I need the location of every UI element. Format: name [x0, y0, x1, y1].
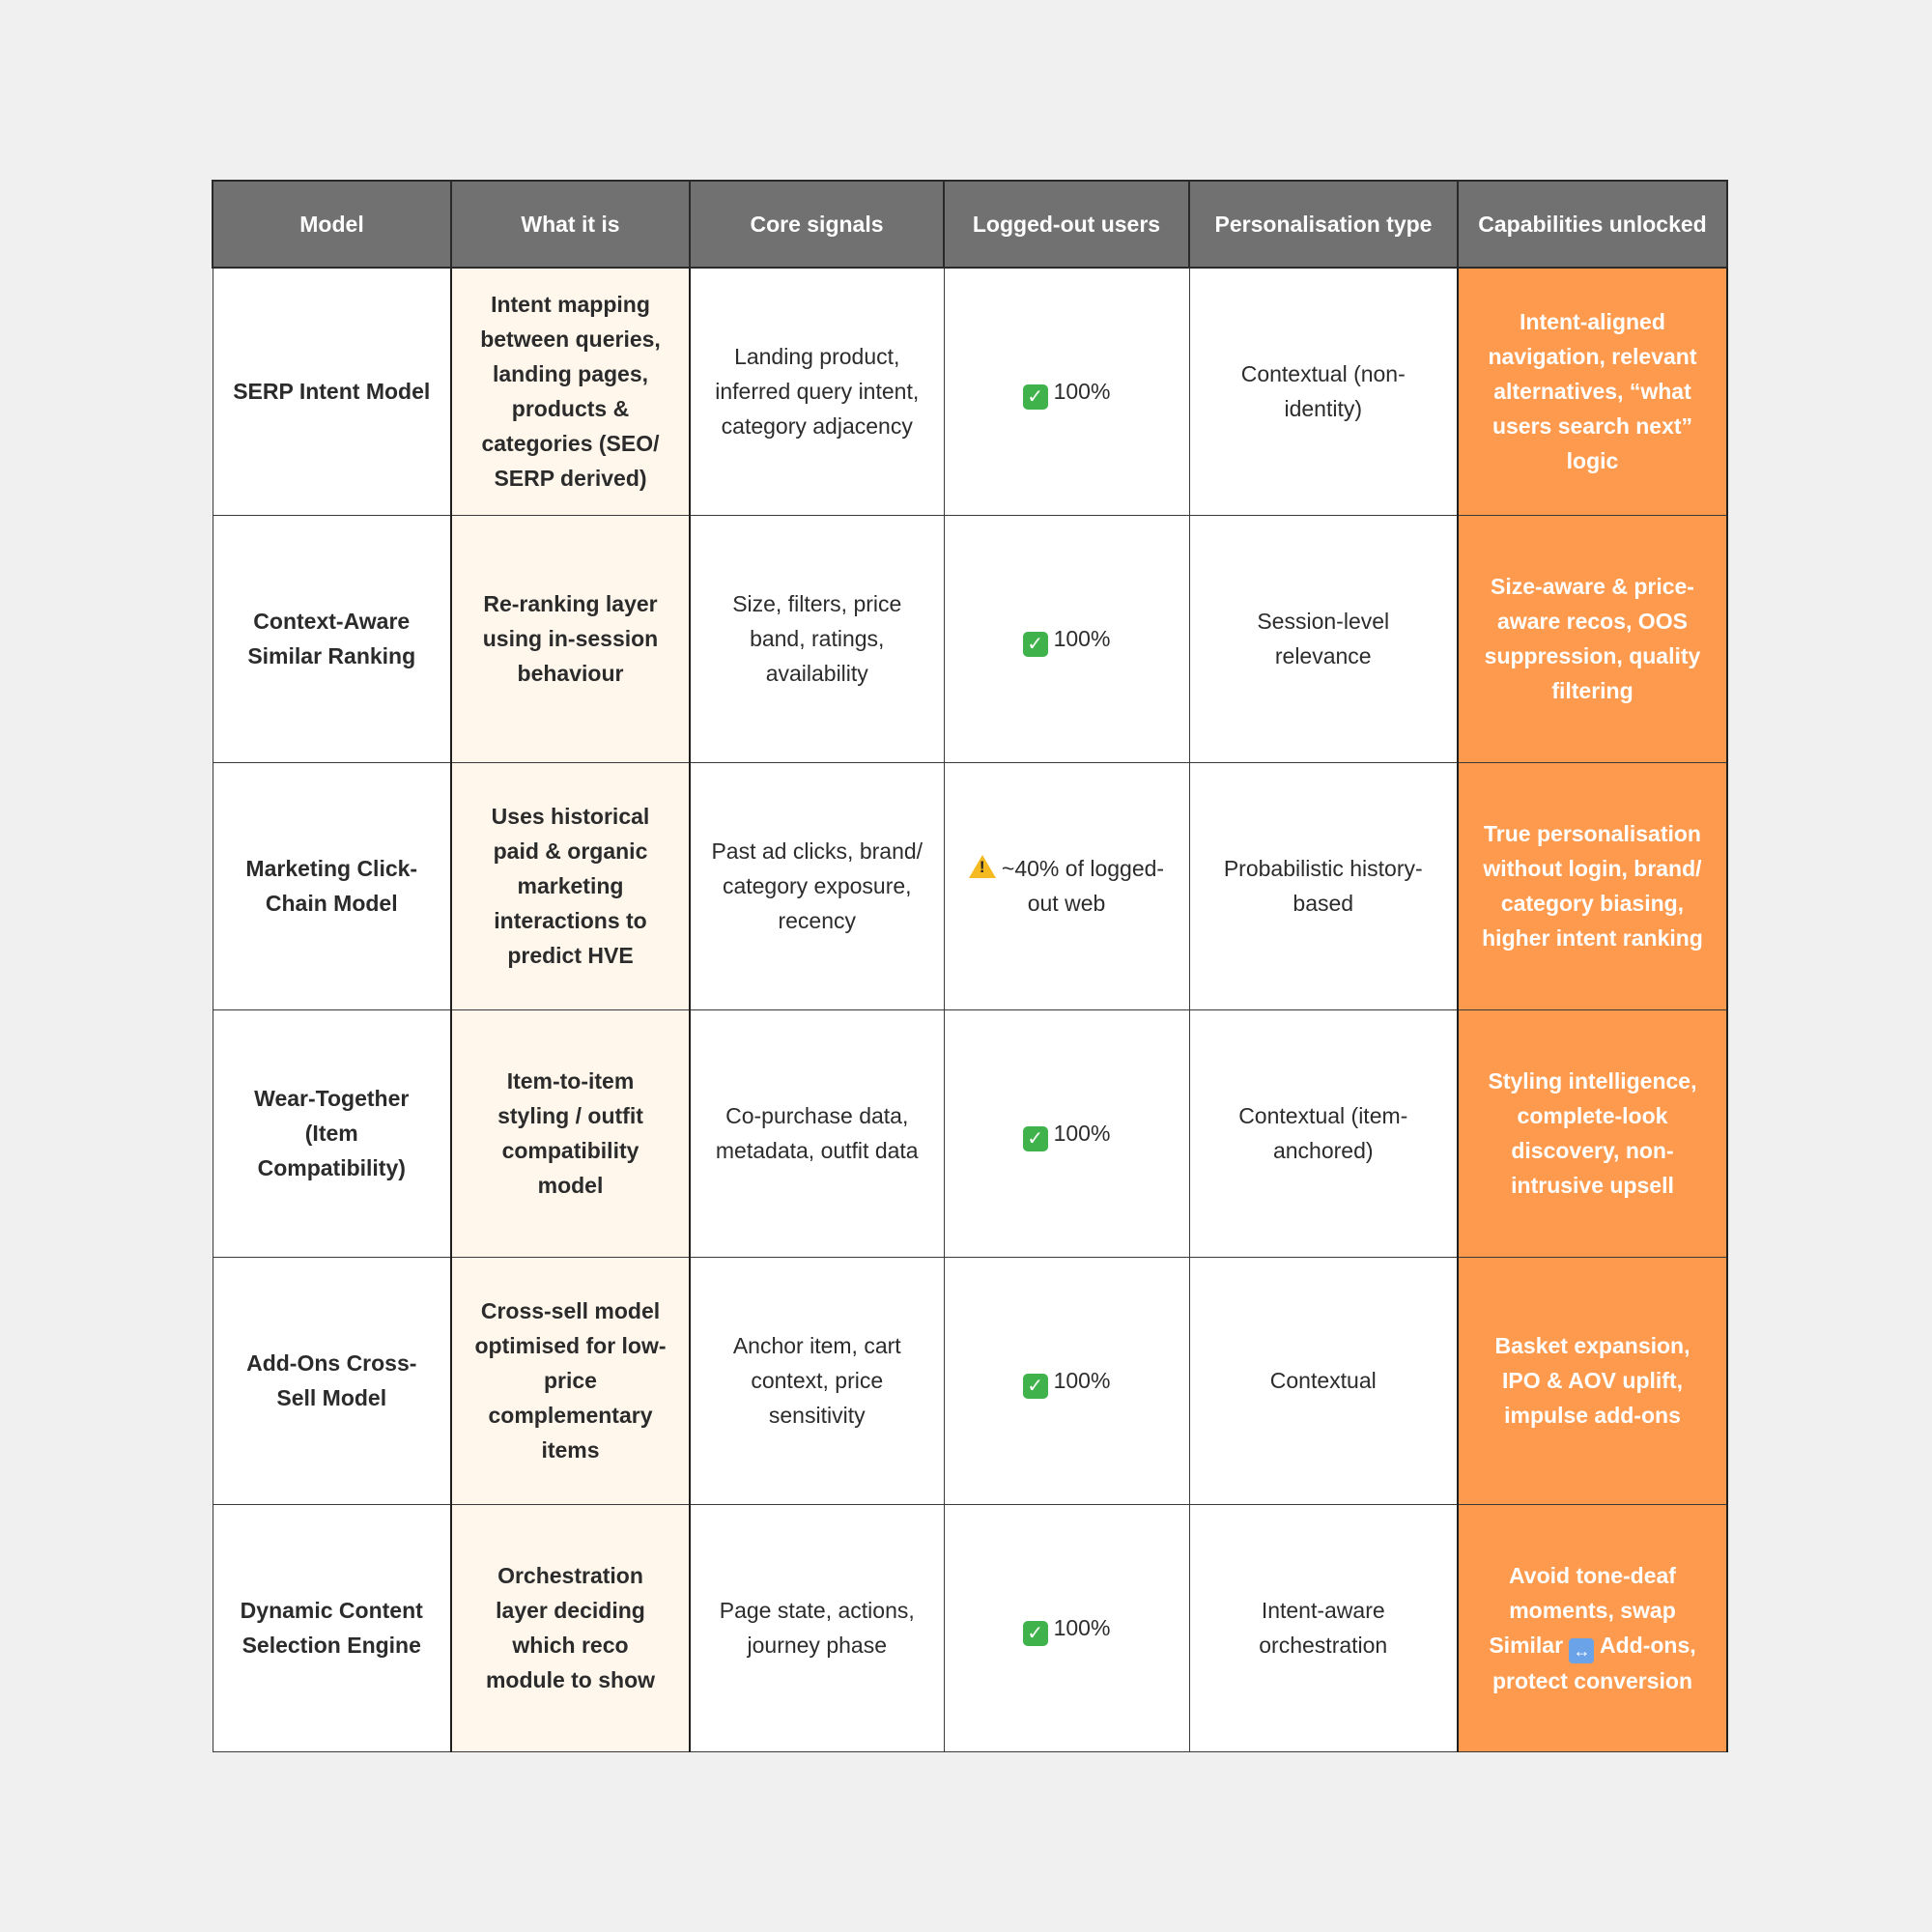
cell-core-signals: Anchor item, cart context, price sensitivity [690, 1257, 944, 1504]
cell-logged-out-users [944, 1009, 1189, 1257]
header-logged-out-users: Logged-out users [944, 181, 1189, 268]
cell-model: Wear-Together (Item Compatibility) [213, 1009, 451, 1257]
table-row [213, 1504, 1727, 1751]
logged-out-value: 100% [1053, 625, 1111, 651]
cell-what-it-is: Item-to-item styling / outfit compatibility model [451, 1009, 690, 1257]
cell-what-it-is: Cross-sell model optimised for low-price complementary items [451, 1257, 690, 1504]
logged-out-value: 100% [1053, 1367, 1111, 1393]
check-icon: ✓ [1023, 632, 1048, 657]
table-row [213, 1009, 1727, 1257]
cell-what-it-is: Orchestration layer deciding which reco module to show [451, 1504, 690, 1751]
cell-capabilities: Size-aware & price-aware recos, OOS suppression, quality filtering [1458, 515, 1727, 762]
header-model: Model [213, 181, 451, 268]
cell-capabilities: Basket expansion, IPO & AOV uplift, impulse add-ons [1458, 1257, 1727, 1504]
cell-core-signals: Page state, actions, journey phase [690, 1504, 944, 1751]
cell-model: SERP Intent Model [213, 268, 451, 515]
cell-logged-out-users [944, 515, 1189, 762]
cell-logged-out-users [944, 268, 1189, 515]
check-icon: ✓ [1023, 1126, 1048, 1151]
left-right-arrow-icon: ↔ [1569, 1638, 1594, 1663]
cell-capabilities: True personalisation without login, brand/ category biasing, higher intent ranking [1458, 762, 1727, 1009]
logged-out-value: 100% [1053, 1120, 1111, 1146]
cell-core-signals: Landing product, inferred query intent, category adjacency [690, 268, 944, 515]
cell-capabilities: Styling intelligence, complete-look discovery, non-intrusive upsell [1458, 1009, 1727, 1257]
cell-model: Dynamic Content Selection Engine [213, 1504, 451, 1751]
cell-what-it-is: Uses historical paid & organic marketing interactions to predict HVE [451, 762, 690, 1009]
cell-personalisation-type: Contextual [1189, 1257, 1458, 1504]
cell-personalisation-type: Contextual (non-identity) [1189, 268, 1458, 515]
cell-model: Context-Aware Similar Ranking [213, 515, 451, 762]
header-row [213, 181, 1727, 268]
cell-model: Marketing Click-Chain Model [213, 762, 451, 1009]
cell-personalisation-type: Session-level relevance [1189, 515, 1458, 762]
capabilities-text-after: Add-ons, protect conversion [1492, 1632, 1696, 1693]
cell-logged-out-users [944, 762, 1189, 1009]
capabilities-text-before: Avoid tone-deaf moments, swap Similar [1489, 1562, 1676, 1658]
models-table [212, 180, 1728, 1752]
header-personalisation-type: Personalisation type [1189, 181, 1458, 268]
logged-out-value: 100% [1053, 1614, 1111, 1640]
cell-core-signals: Past ad clicks, brand/ category exposure, recency [690, 762, 944, 1009]
check-icon: ✓ [1023, 1374, 1048, 1399]
cell-personalisation-type: Intent-aware orchestration [1189, 1504, 1458, 1751]
cell-what-it-is: Intent mapping between queries, landing pages, products & categories (SEO/ SERP derived) [451, 268, 690, 515]
logged-out-value: ~40% of logged-out web [1001, 856, 1165, 916]
table-row [213, 1257, 1727, 1504]
table-row [213, 515, 1727, 762]
cell-personalisation-type: Probabilistic history-based [1189, 762, 1458, 1009]
header-what-it-is: What it is [451, 181, 690, 268]
cell-capabilities: Intent-aligned navigation, relevant alternatives, “what users search next” logic [1458, 268, 1727, 515]
cell-core-signals: Co-purchase data, metadata, outfit data [690, 1009, 944, 1257]
models-table-container [212, 180, 1726, 1752]
header-core-signals: Core signals [690, 181, 944, 268]
cell-personalisation-type: Contextual (item-anchored) [1189, 1009, 1458, 1257]
cell-core-signals: Size, filters, price band, ratings, availability [690, 515, 944, 762]
table-row [213, 268, 1727, 515]
table-row [213, 762, 1727, 1009]
header-capabilities-unlocked: Capabilities unlocked [1458, 181, 1727, 268]
logged-out-value: 100% [1053, 378, 1111, 404]
cell-model: Add-Ons Cross-Sell Model [213, 1257, 451, 1504]
cell-capabilities [1458, 1504, 1727, 1751]
cell-what-it-is: Re-ranking layer using in-session behaviour [451, 515, 690, 762]
check-icon: ✓ [1023, 1621, 1048, 1646]
cell-logged-out-users [944, 1504, 1189, 1751]
warning-icon [969, 855, 996, 878]
check-icon: ✓ [1023, 384, 1048, 410]
cell-logged-out-users [944, 1257, 1189, 1504]
